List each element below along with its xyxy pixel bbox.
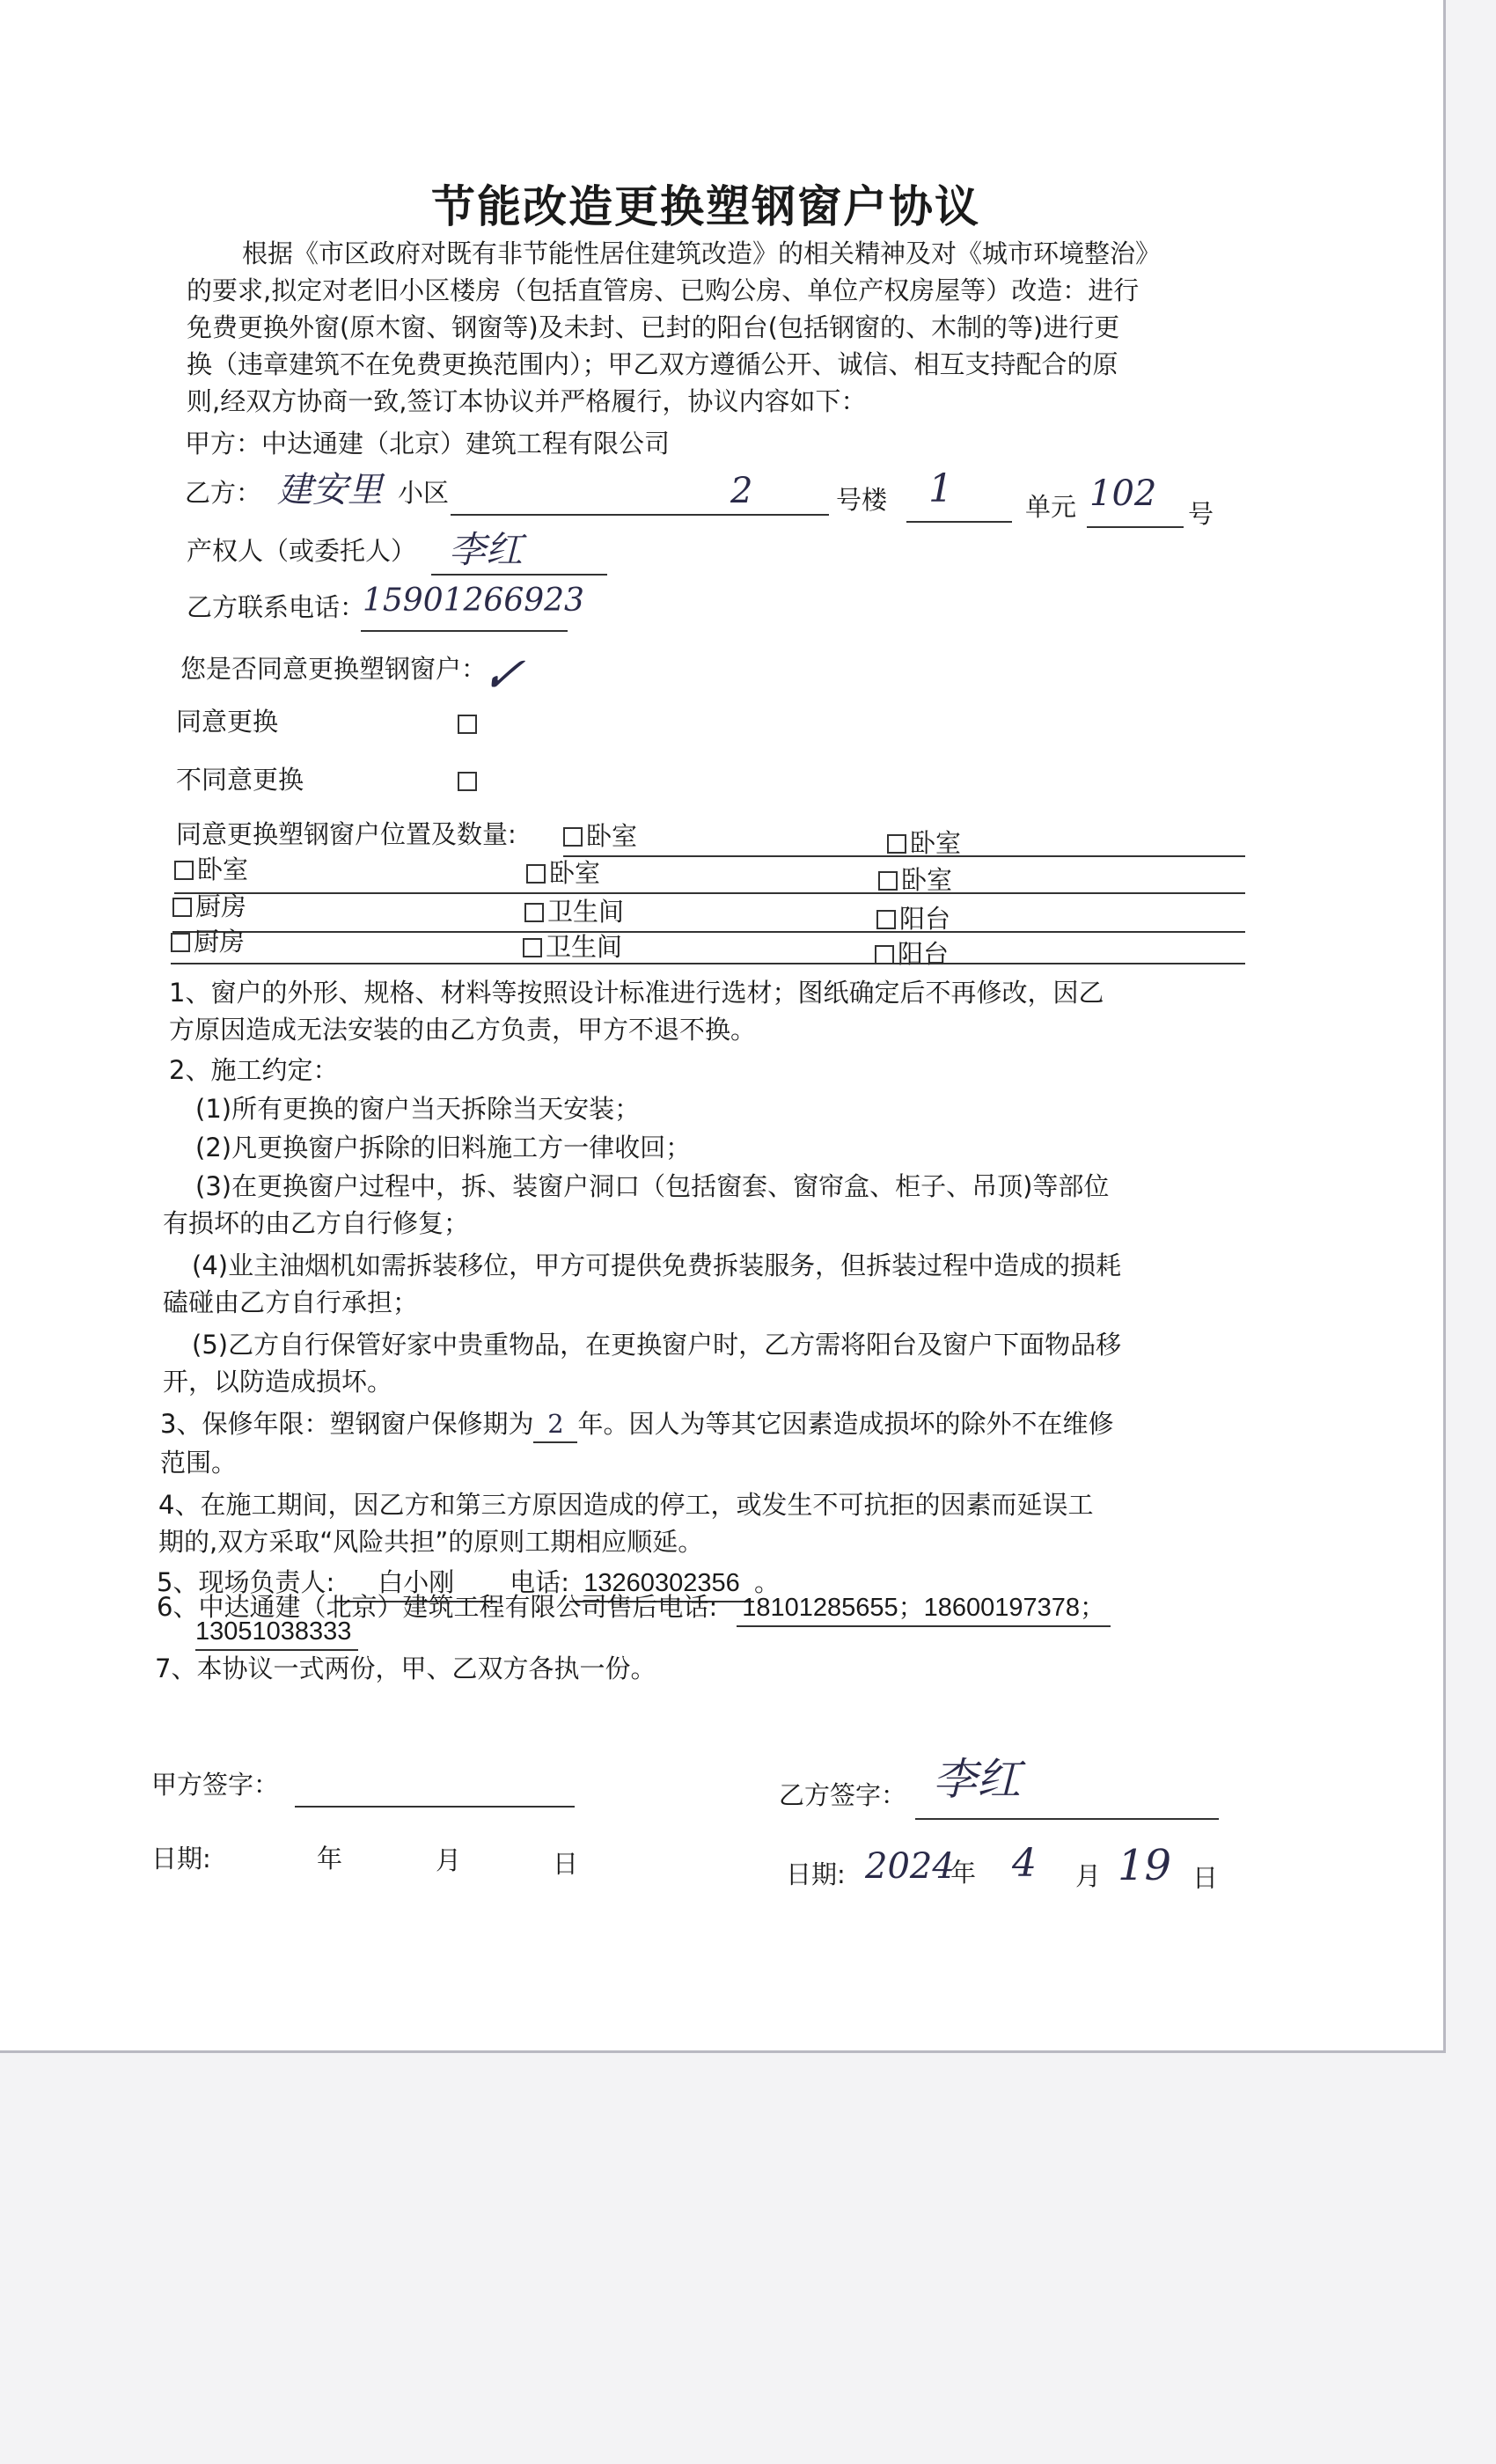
- party-a: 甲方：中达通建（北京）建筑工程有限公司: [185, 429, 671, 458]
- party-a-day-label: 日: [553, 1849, 579, 1879]
- party-b-building: 2: [730, 471, 753, 511]
- window-checkbox[interactable]: [171, 933, 190, 952]
- window-option: 卫生间: [523, 929, 622, 964]
- window-checkbox[interactable]: [887, 834, 906, 854]
- window-checkbox[interactable]: [526, 864, 546, 884]
- document-title: 节能改造更换塑钢窗户协议: [431, 181, 980, 232]
- clause-6: 6、中达通建（北京）建筑工程有限公司售后电话: 18101285655；18600197378；: [157, 1589, 1111, 1627]
- window-option: 卧室: [174, 852, 248, 887]
- site-manager-phone: 13260302356: [569, 1566, 754, 1602]
- clause-4-line-1: 4、在施工期间，因乙方和第三方原因造成的停工，或发生不可抗拒的因素而延误工: [158, 1490, 1094, 1520]
- consent-disagree-label: 不同意更换: [176, 765, 304, 795]
- intro-line-2: 的要求,拟定对老旧小区楼房（包括直管房、已购公房、单位产权房屋等）改造：进行: [187, 275, 1140, 305]
- owner-value: 李红: [449, 528, 524, 571]
- window-option: 厨房: [171, 924, 245, 959]
- party-b-label: 乙方：: [185, 478, 262, 508]
- after-sales-phones: 18101285655；18600197378；: [737, 1590, 1111, 1627]
- window-option: 卧室: [526, 855, 600, 891]
- intro-line-3: 免费更换外窗(原木窗、钢窗等)及未封、已封的阳台(包括钢窗的、木制的等)进行更: [187, 312, 1120, 342]
- window-option: 卧室: [887, 825, 961, 861]
- consent-agree-checkbox[interactable]: [458, 715, 477, 734]
- party-b-community-suffix: 小区: [398, 478, 450, 508]
- window-checkbox[interactable]: [172, 898, 192, 917]
- intro-line-5: 则,经双方协商一致,签订本协议并严格履行，协议内容如下：: [187, 386, 867, 416]
- intro-line-1: 根据《市区政府对既有非节能性居住建筑改造》的相关精神及对《城市环境整治》: [242, 238, 1162, 268]
- warranty-years: 2: [533, 1406, 577, 1443]
- party-b-month-label: 月: [1075, 1861, 1102, 1891]
- party-b-building-label: 号楼: [836, 485, 888, 515]
- party-a-month-label: 月: [436, 1845, 462, 1875]
- consent-question: 您是否同意更换塑钢窗户：: [180, 654, 488, 684]
- window-checkbox[interactable]: [174, 861, 194, 880]
- clause-3-line-1: 3、保修年限：塑钢窗户保修期为 2 年。因人为等其它因素造成损坏的除外不在维修: [160, 1406, 1113, 1443]
- phone-label: 乙方联系电话：: [187, 592, 366, 622]
- window-option: 卧室: [878, 862, 952, 898]
- phone-value: 15901266923: [363, 583, 584, 619]
- party-b-date-label: 日期:: [786, 1859, 846, 1889]
- consent-check-mark: ✓: [477, 647, 529, 704]
- clause-2-3-line-2: 有损坏的由乙方自行修复；: [163, 1208, 470, 1238]
- window-checkbox[interactable]: [878, 871, 898, 891]
- clause-2-1: (1)所有更换的窗户当天拆除当天安装；: [195, 1094, 641, 1124]
- window-option: 阳台: [876, 901, 950, 936]
- window-checkbox[interactable]: [875, 945, 894, 964]
- party-a-sign-label: 甲方签字：: [151, 1770, 280, 1800]
- window-checkbox[interactable]: [563, 827, 583, 847]
- party-b-year-label: 年: [950, 1858, 977, 1888]
- party-a-date-label: 日期:: [151, 1844, 211, 1874]
- clause-1-line-2: 方原因造成无法安装的由乙方负责，甲方不退不换。: [169, 1015, 757, 1045]
- clause-4-line-2: 期的,双方采取“风险共担”的原则工期相应顺延。: [158, 1527, 704, 1557]
- party-b-sign-label: 乙方签字：: [779, 1780, 907, 1810]
- party-b-month-value: 4: [1012, 1841, 1037, 1886]
- site-manager-name: 白小刚: [334, 1566, 497, 1602]
- owner-label: 产权人（或委托人）: [187, 536, 417, 566]
- party-b-community: 建安里: [277, 470, 383, 510]
- windows-heading: 同意更换塑钢窗户位置及数量:: [176, 819, 517, 849]
- consent-disagree-checkbox[interactable]: [458, 772, 477, 791]
- party-b-room: 102: [1089, 473, 1157, 514]
- after-sales-phone-3: 13051038333: [195, 1614, 358, 1651]
- consent-agree-label: 同意更换: [176, 707, 279, 737]
- party-b-unit: 1: [928, 466, 953, 511]
- party-a-year-label: 年: [317, 1844, 343, 1874]
- window-option: 阳台: [875, 936, 949, 972]
- clause-7: 7、本协议一式两份，甲、乙双方各执一份。: [155, 1654, 656, 1683]
- party-b-day-label: 日: [1192, 1863, 1219, 1893]
- clause-2-4-line-2: 磕碰由乙方自行承担；: [163, 1287, 419, 1317]
- party-b-unit-label: 单元: [1025, 492, 1077, 522]
- party-b-room-label: 号: [1188, 499, 1214, 529]
- window-option: 卧室: [563, 818, 637, 854]
- window-option: 厨房: [172, 889, 246, 924]
- clause-2-4-line-1: (4)业主油烟机如需拆装移位，甲方可提供免费拆装服务，但拆装过程中造成的损耗: [192, 1250, 1122, 1280]
- party-b-signature: 李红: [933, 1754, 1021, 1805]
- window-checkbox[interactable]: [523, 938, 542, 957]
- clause-2-3-line-1: (3)在更换窗户过程中，拆、装窗户洞口（包括窗套、窗帘盒、柜子、吊顶)等部位: [195, 1171, 1110, 1201]
- clause-5: 5、现场负责人: 白小刚 电话: 13260302356 。: [157, 1565, 780, 1602]
- window-option: 卫生间: [524, 894, 624, 929]
- clause-2-2: (2)凡更换窗户拆除的旧料施工方一律收回；: [195, 1133, 692, 1162]
- window-checkbox[interactable]: [524, 903, 544, 922]
- window-checkbox[interactable]: [876, 910, 896, 929]
- clause-3-line-2: 范围。: [160, 1448, 238, 1478]
- clause-2-5-line-2: 开，以防造成损坏。: [163, 1367, 393, 1397]
- clause-2-heading: 2、施工约定：: [169, 1055, 339, 1085]
- intro-line-4: 换（违章建筑不在免费更换范围内）；甲乙双方遵循公开、诚信、相互支持配合的原: [187, 349, 1118, 379]
- clause-2-5-line-1: (5)乙方自行保管好家中贵重物品，在更换窗户时，乙方需将阳台及窗户下面物品移: [192, 1330, 1122, 1360]
- clause-1-line-1: 1、窗户的外形、规格、材料等按照设计标准进行选材；图纸确定后不再修改，因乙: [169, 978, 1104, 1008]
- party-b-day-value: 19: [1118, 1841, 1172, 1890]
- party-b-year-value: 2024: [865, 1846, 955, 1887]
